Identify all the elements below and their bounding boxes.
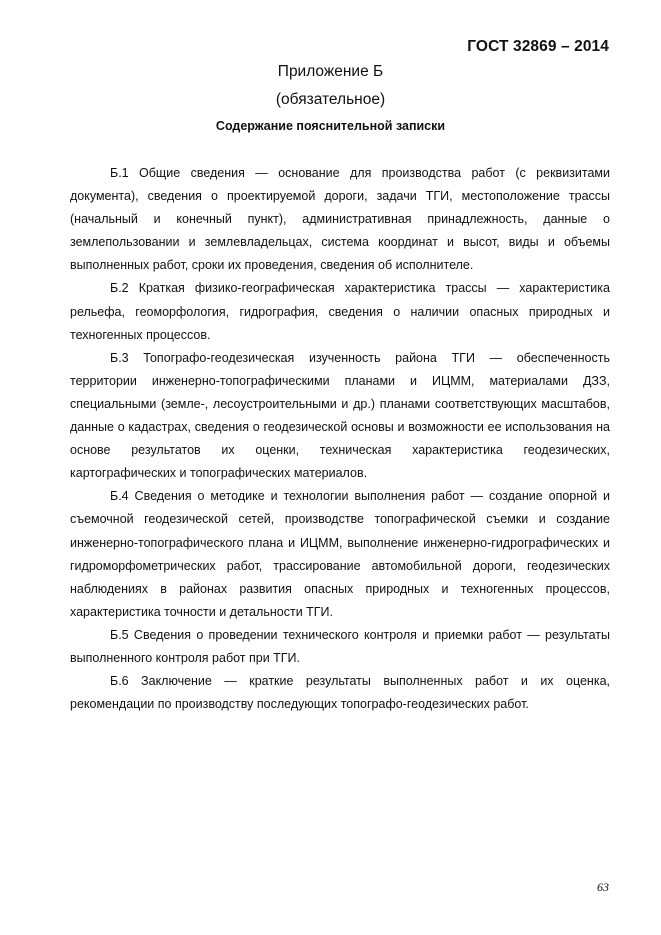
appendix-body xyxy=(70,162,610,716)
paragraph-b2: Б.2 Краткая физико-географическая характеристика трассы — характеристика рельефа, геоморфология, гидрография, сведения о наличии опасных природных и техногенных процессов. xyxy=(70,281,610,342)
paragraph-b4: Б.4 Сведения о методике и технологии выполнения работ — создание опорной и съемочной геодезической сетей, производстве топографической съемки и создание инженерно-топографического плана и ИЦММ, выполнение инженерно-гидрографических и гидроморфометрических работ, трассирование автомобильной дороги, геодезических наблюдениях в районах развития опасных природных и техногенных процессов, характеристика точности и детальности ТГИ. xyxy=(70,489,610,619)
paragraph-b6: Б.6 Заключение — краткие результаты выполненных работ и их оценка, рекомендации по производству последующих топографо-геодезических работ. xyxy=(70,674,610,712)
paragraph-b3: Б.3 Топографо-геодезическая изученность района ТГИ — обеспеченность территории инженерно-топографическими планами и ИЦММ, материалами ДЗЗ, специальными (земле-, лесоустроительными и др.) планами соответствующих масштабов, данные о кадастрах, сведения о геодезической основы и возможности ее использования на основе результатов их оценки, техническая характеристика геодезических, картографических и топографических материалов. xyxy=(70,350,610,481)
page-number: 63 xyxy=(597,880,609,894)
appendix-subtitle: Содержание пояснительной записки xyxy=(215,119,446,133)
appendix-title: Приложение Б xyxy=(277,63,384,80)
paragraph-b1: Б.1 Общие сведения — основание для производства работ (с реквизитами документа), сведения о проектируемой дороги, задачи ТГИ, местоположение трассы (начальный и конечный пункт), административная принадлежность, данные о землепользовании и землевладельцах, система координат и высот, виды и объемы выполненных работ, сроки их проведения, сведения об исполнителе. xyxy=(70,166,610,273)
appendix-status: (обязательное) xyxy=(275,91,386,108)
document-code: ГОСТ 32869 – 2014 xyxy=(467,38,609,55)
paragraph-b5: Б.5 Сведения о проведении технического контроля и приемки работ — результаты выполненного контроля работ при ТГИ. xyxy=(70,627,610,665)
